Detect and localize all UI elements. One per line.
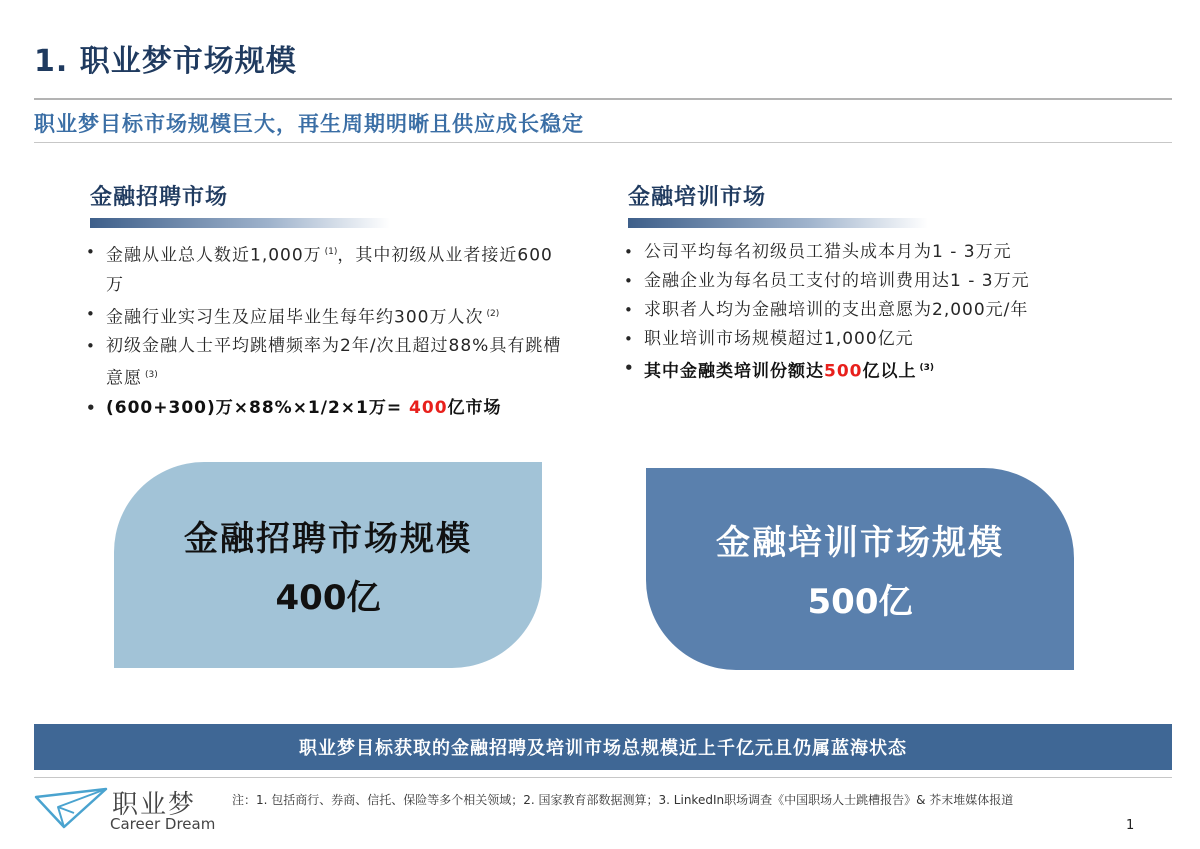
- footnote-ref: (1): [324, 247, 338, 257]
- left-section-underline: [90, 218, 390, 228]
- summary-banner: 职业梦目标获取的金融招聘及培训市场总规模近上千亿元且仍属蓝海状态: [34, 724, 1172, 770]
- footnote-ref: (2): [486, 308, 500, 319]
- right-section-underline: [628, 218, 928, 228]
- logo-text-cn: 职业梦: [112, 790, 197, 820]
- recruitment-market-size-box: [114, 462, 542, 668]
- training-box-label: 金融培训市场规模: [716, 523, 1004, 563]
- recruitment-box-label: 金融招聘市场规模: [184, 519, 472, 559]
- footer-divider: [34, 777, 1172, 778]
- highlight-value: 400: [409, 397, 448, 418]
- left-bullet-list: [84, 238, 564, 423]
- right-section-heading: 金融培训市场: [628, 185, 767, 210]
- list-item: • 其中金融类培训份额达500亿以上 $^{(3)}$: [622, 354, 1142, 387]
- training-box-value: 500亿: [807, 582, 913, 622]
- list-item: • 公司平均每名初级员工猎头成本月为1 - 3万元: [622, 238, 1142, 267]
- subtitle-divider: [34, 142, 1172, 143]
- training-market-size-box: [646, 468, 1074, 670]
- list-item: • 求职者人均为金融培训的支出意愿为2,000元/年: [622, 296, 1142, 325]
- list-item: • 职业培训市场规模超过1,000亿元: [622, 325, 1142, 354]
- logo-text-en: Career Dream: [110, 815, 216, 833]
- page-subtitle: 职业梦目标市场规模巨大，再生周期明晰且供应成长稳定: [34, 112, 584, 136]
- left-section-heading: 金融招聘市场: [90, 185, 229, 210]
- recruitment-box-value: 400亿: [275, 578, 381, 618]
- right-bullet-list: [622, 238, 1142, 387]
- list-item: • 金融企业为每名员工支付的培训费用达1 - 3万元: [622, 267, 1142, 296]
- list-item: • 金融行业实习生及应届毕业生每年约300万人次 $^{(2)}$: [84, 300, 564, 333]
- list-item: • 金融从业总人数近1,000万 $^{(1)}$，其中初级从业者接近600万: [84, 238, 564, 300]
- list-item: • 初级金融人士平均跳槽频率为2年/次且超过88%具有跳槽意愿 $^{(3)}$: [84, 332, 564, 394]
- footnote-ref: (3): [919, 363, 934, 373]
- page-number: 1: [1126, 818, 1135, 833]
- page-title: 1. 职业梦市场规模: [34, 44, 297, 79]
- footnote-text: 注：1. 包括商行、券商、信托、保险等多个相关领域；2. 国家教育部数据测算；3. LinkedIn职场调查《中国职场人士跳槽报告》& 芥末堆媒体报道: [232, 793, 1014, 807]
- highlight-value: 500: [824, 361, 863, 382]
- footnote-ref: (3): [145, 370, 158, 381]
- list-item: • (600+300)万×88%×1/2×1万= 400亿市场: [84, 394, 564, 423]
- title-divider: [34, 98, 1172, 100]
